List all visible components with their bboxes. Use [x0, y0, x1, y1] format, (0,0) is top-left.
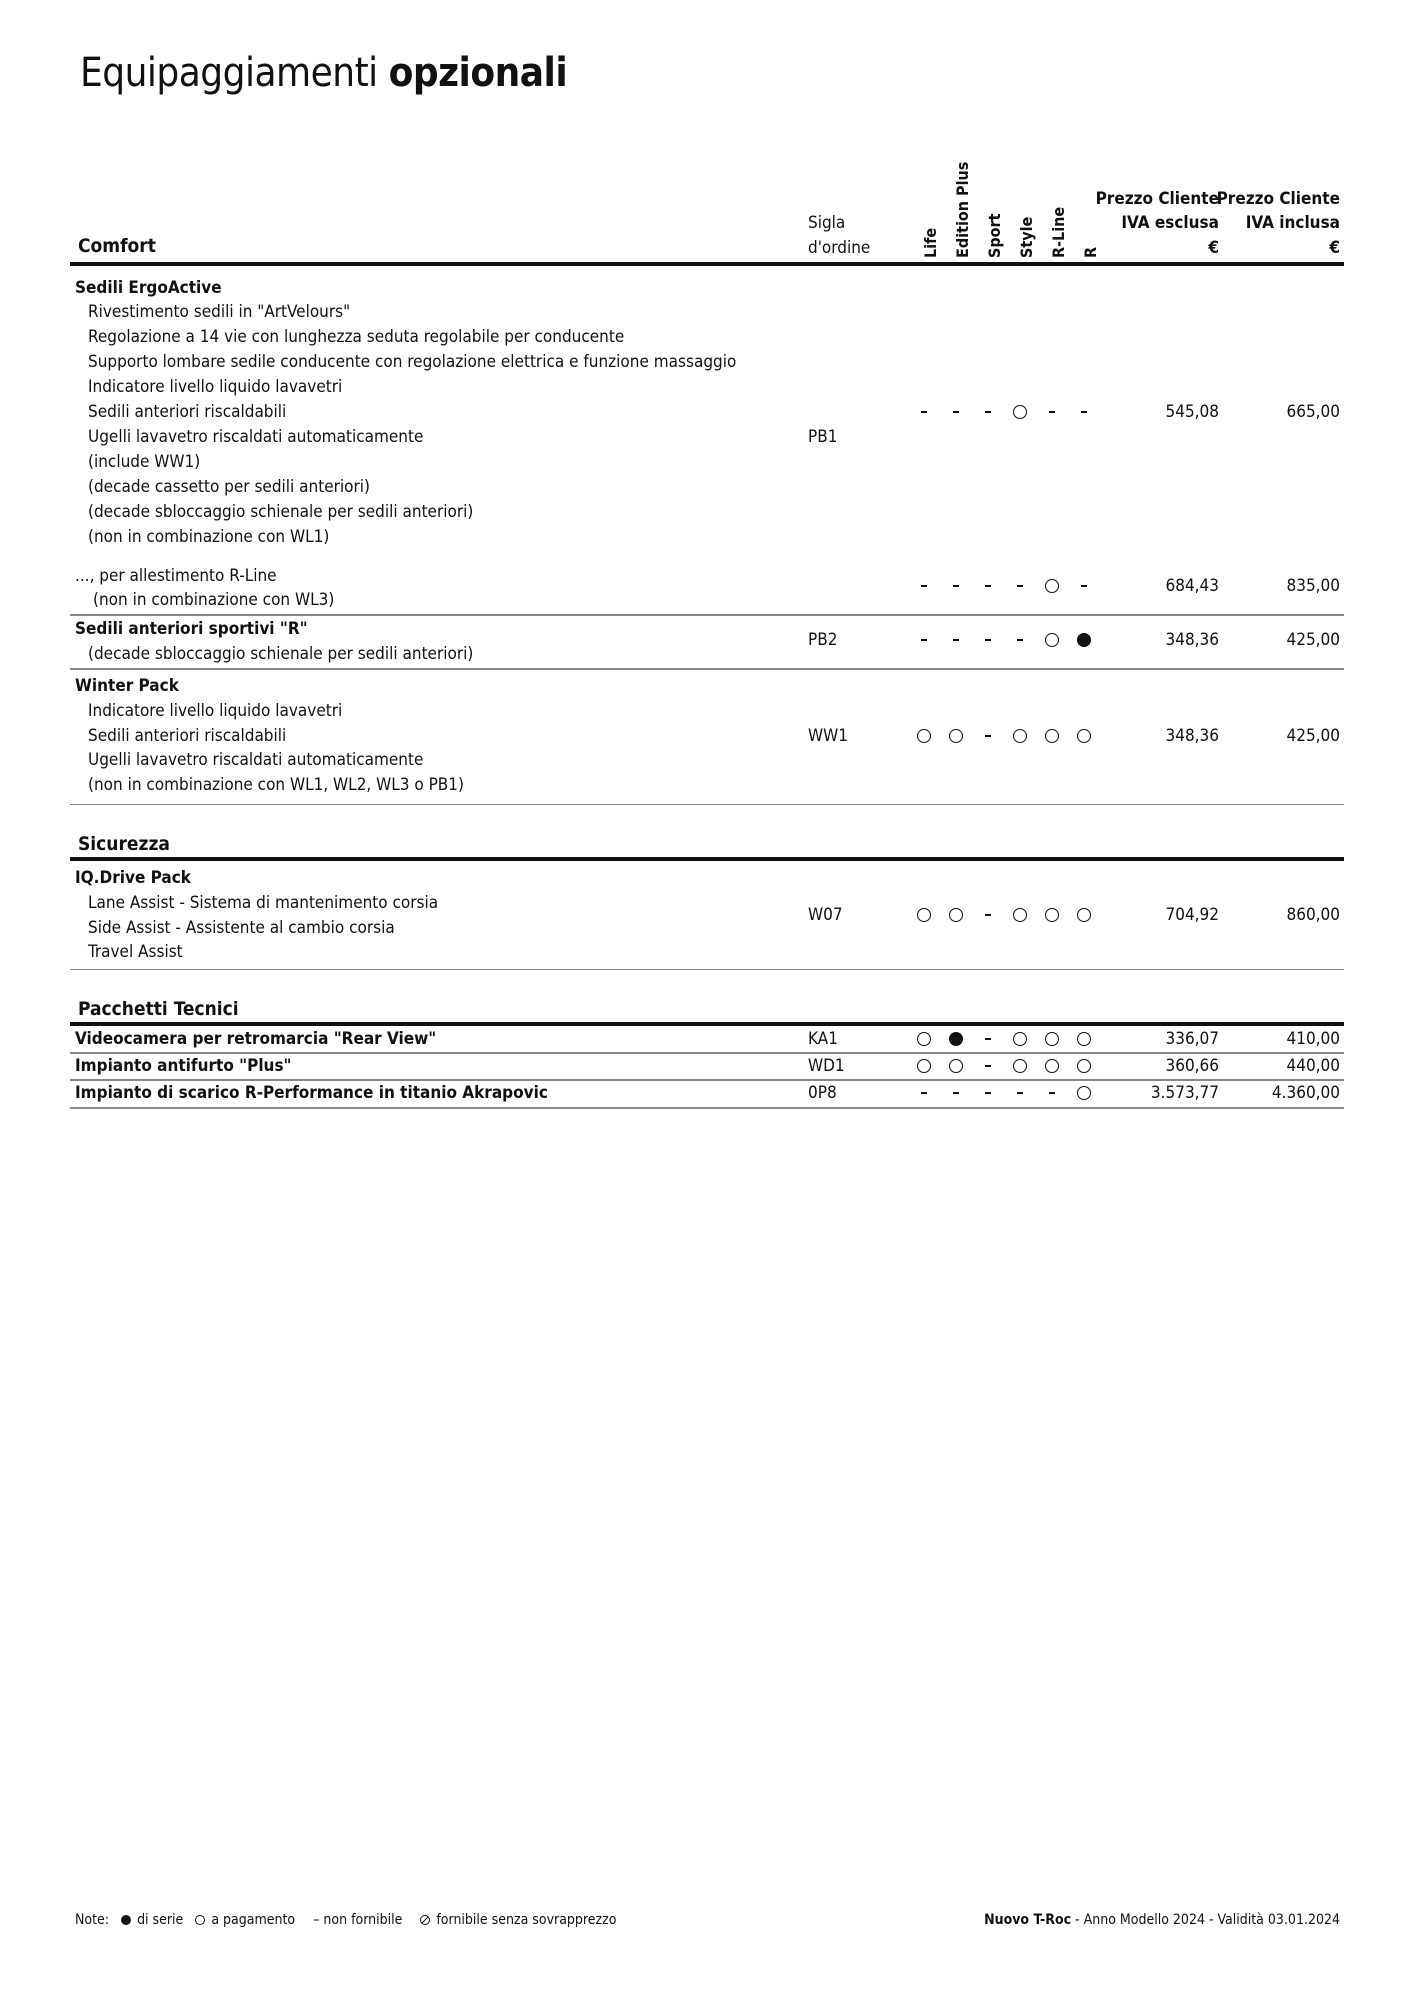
legend-free: fornibile senza sovrapprezzo: [436, 1912, 617, 1928]
row-divider: [70, 614, 1344, 616]
order-code: PB2: [808, 629, 838, 650]
item-line: Sedili ErgoActive: [75, 277, 222, 298]
filled-circle-icon: [121, 1915, 131, 1925]
page-title: [80, 50, 567, 96]
open-circle-icon: [1077, 1059, 1091, 1073]
dash-icon: [981, 405, 995, 419]
dash-icon: [981, 908, 995, 922]
section-title: Comfort: [78, 235, 156, 258]
row-divider: [70, 969, 1344, 971]
item-line: (non in combinazione con WL1, WL2, WL3 o PB1): [88, 775, 464, 796]
open-circle-icon: [1077, 1086, 1091, 1100]
open-circle-icon: [1077, 908, 1091, 922]
dash-icon: [1013, 579, 1027, 593]
col-price-ex-line1: Prezzo Cliente: [1095, 189, 1219, 209]
section-title: Pacchetti Tecnici: [78, 998, 239, 1021]
item-line: ..., per allestimento R-Line: [75, 565, 277, 586]
open-circle-icon: [917, 1059, 931, 1073]
item-line: Impianto di scarico R-Performance in titanio Akrapovic: [75, 1082, 548, 1103]
open-circle-icon: [1045, 633, 1059, 647]
section-divider: [70, 1022, 1344, 1026]
row-divider: [70, 1107, 1344, 1109]
dash-icon: [917, 1086, 931, 1100]
legend-optional: a pagamento: [211, 1912, 296, 1928]
item-line: Sedili anteriori riscaldabili: [88, 725, 287, 746]
open-circle-icon: [1045, 729, 1059, 743]
col-code-line2: d'ordine: [808, 238, 871, 258]
price-incl-vat: 425,00: [1286, 629, 1340, 650]
item-line: Travel Assist: [88, 942, 183, 963]
open-circle-icon: [949, 729, 963, 743]
item-line: Impianto antifurto "Plus": [75, 1055, 292, 1076]
price-excl-vat: 348,36: [1165, 725, 1219, 746]
price-excl-vat: 336,07: [1165, 1028, 1219, 1049]
slashed-circle-icon: [420, 1915, 430, 1925]
item-line: Rivestimento sedili in "ArtVelours": [88, 302, 351, 323]
item-line: Videocamera per retromarcia "Rear View": [75, 1028, 437, 1049]
open-circle-icon: [1045, 908, 1059, 922]
open-circle-icon: [1077, 1032, 1091, 1046]
item-line: Lane Assist - Sistema di mantenimento corsia: [88, 892, 439, 913]
item-line: (decade cassetto per sedili anteriori): [88, 477, 371, 498]
dash-icon: [917, 633, 931, 647]
col-price-ex-line2: IVA esclusa: [1121, 213, 1219, 233]
open-circle-icon: [1045, 579, 1059, 593]
open-circle-icon: [1013, 1059, 1027, 1073]
price-incl-vat: 410,00: [1286, 1028, 1340, 1049]
item-line: Regolazione a 14 vie con lunghezza seduta regolabile per conducente: [88, 327, 625, 348]
item-line: (non in combinazione con WL1): [88, 527, 330, 548]
item-line: Indicatore livello liquido lavavetri: [88, 700, 343, 721]
order-code: KA1: [808, 1028, 838, 1049]
item-line: Side Assist - Assistente al cambio corsia: [88, 917, 395, 938]
col-trim-3: Style: [1017, 216, 1036, 258]
item-line: Winter Pack: [75, 675, 179, 696]
item-line: (non in combinazione con WL3): [93, 590, 335, 611]
dash-icon: [1045, 405, 1059, 419]
model-name: Nuovo T-Roc: [984, 1912, 1072, 1928]
item-line: Supporto lombare sedile conducente con regolazione elettrica e funzione massaggio: [88, 352, 737, 373]
dash-icon: [981, 579, 995, 593]
price-excl-vat: 360,66: [1165, 1055, 1219, 1076]
price-incl-vat: 860,00: [1286, 904, 1340, 925]
price-excl-vat: 348,36: [1165, 629, 1219, 650]
item-line: (decade sbloccaggio schienale per sedili anteriori): [88, 644, 474, 665]
open-circle-icon: [1013, 908, 1027, 922]
legend-not-available: non fornibile: [323, 1912, 403, 1928]
open-circle-icon: [917, 908, 931, 922]
dash-icon: [949, 405, 963, 419]
price-excl-vat: 545,08: [1165, 401, 1219, 422]
note-label: Note:: [75, 1912, 110, 1928]
item-line: Sedili anteriori sportivi "R": [75, 619, 308, 640]
item-line: Indicatore livello liquido lavavetri: [88, 377, 343, 398]
dash-icon: [1077, 405, 1091, 419]
section-divider: [70, 857, 1344, 861]
col-price-ex-line3: €: [1208, 238, 1219, 258]
dash-icon: [981, 729, 995, 743]
open-circle-icon: [1045, 1059, 1059, 1073]
price-incl-vat: 440,00: [1286, 1055, 1340, 1076]
col-trim-2: Sport: [985, 213, 1004, 258]
dash-icon: [1077, 579, 1091, 593]
dash-icon: [1013, 1086, 1027, 1100]
col-price-in-line3: €: [1329, 238, 1340, 258]
legend-standard: di serie: [137, 1912, 184, 1928]
col-trim-1: Edition Plus: [953, 161, 972, 258]
row-divider: [70, 804, 1344, 806]
item-line: IQ.Drive Pack: [75, 867, 191, 888]
dash-icon: [1013, 633, 1027, 647]
dash-icon: [949, 579, 963, 593]
order-code: W07: [808, 904, 843, 925]
open-circle-icon: [949, 1059, 963, 1073]
price-excl-vat: 3.573,77: [1150, 1082, 1219, 1103]
dash-icon: [981, 1059, 995, 1073]
item-line: Sedili anteriori riscaldabili: [88, 402, 287, 423]
filled-circle-icon: [949, 1032, 963, 1046]
model-info: [984, 1912, 1340, 1928]
open-circle-icon: [917, 1032, 931, 1046]
dash-icon: [949, 633, 963, 647]
col-trim-4: R-Line: [1049, 206, 1068, 258]
open-circle-icon: [195, 1915, 205, 1925]
section-divider: [70, 262, 1344, 266]
open-circle-icon: [949, 908, 963, 922]
dash-icon: [981, 633, 995, 647]
item-line: Ugelli lavavetro riscaldati automaticamente: [88, 750, 424, 771]
col-trim-0: Life: [921, 227, 940, 258]
open-circle-icon: [1013, 405, 1027, 419]
filled-circle-icon: [1077, 633, 1091, 647]
order-code: PB1: [808, 427, 838, 448]
dash-icon: [917, 405, 931, 419]
dash-icon: [917, 579, 931, 593]
price-incl-vat: 835,00: [1286, 575, 1340, 596]
order-code: WW1: [808, 725, 848, 746]
model-validity: - Anno Modello 2024 - Validità 03.01.2024: [1071, 1912, 1340, 1928]
open-circle-icon: [1013, 729, 1027, 743]
title-bold: opzionali: [388, 50, 568, 96]
dash-icon: [981, 1086, 995, 1100]
dash-icon: [949, 1086, 963, 1100]
price-excl-vat: 684,43: [1165, 575, 1219, 596]
order-code: WD1: [808, 1055, 845, 1076]
open-circle-icon: [1013, 1032, 1027, 1046]
order-code: 0P8: [808, 1082, 837, 1103]
item-line: Ugelli lavavetro riscaldati automaticamente: [88, 427, 424, 448]
price-incl-vat: 4.360,00: [1271, 1082, 1340, 1103]
dash-icon: [1045, 1086, 1059, 1100]
col-price-in-line1: Prezzo Cliente: [1216, 189, 1340, 209]
col-price-in-line2: IVA inclusa: [1245, 213, 1340, 233]
open-circle-icon: [1045, 1032, 1059, 1046]
col-trim-5: R: [1081, 246, 1100, 258]
section-title: Sicurezza: [78, 833, 170, 856]
dash-icon: [981, 1032, 995, 1046]
open-circle-icon: [917, 729, 931, 743]
item-line: (include WW1): [88, 452, 201, 473]
legend: [75, 1912, 616, 1928]
open-circle-icon: [1077, 729, 1091, 743]
title-light: Equipaggiamenti: [80, 50, 389, 96]
col-code-line1: Sigla: [808, 213, 846, 233]
dash-icon: –: [313, 1912, 320, 1928]
row-divider: [70, 668, 1344, 670]
item-line: (decade sbloccaggio schienale per sedili anteriori): [88, 502, 474, 523]
price-excl-vat: 704,92: [1165, 904, 1219, 925]
price-incl-vat: 665,00: [1286, 401, 1340, 422]
price-incl-vat: 425,00: [1286, 725, 1340, 746]
